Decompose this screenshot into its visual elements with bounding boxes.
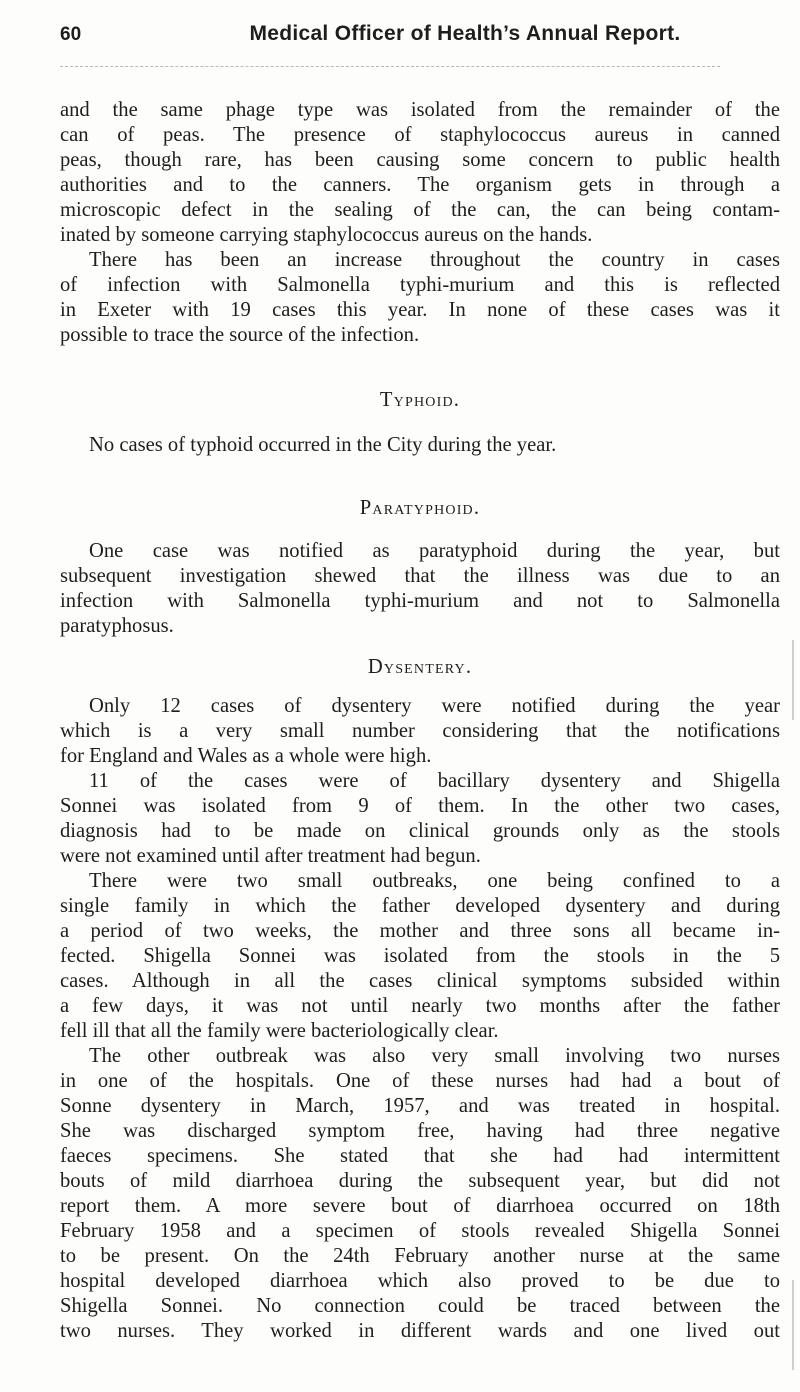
text-line: fell ill that all the family were bacteriologically clear.	[60, 1020, 499, 1042]
text-line: hospital developed diarrhoea which also proved to be due to	[60, 1270, 780, 1292]
text-line: peas, though rare, has been causing some concern to public health	[60, 149, 780, 171]
text-line: She was discharged symptom free, having had three negative	[60, 1120, 780, 1142]
page-edge-shadow	[792, 640, 794, 720]
page-header	[60, 22, 790, 52]
text-line: The other outbreak was also very small involving two nurses	[89, 1045, 780, 1067]
section-heading-paratyphoid: Paratyphoid.	[359, 497, 481, 519]
header-rule	[60, 66, 720, 67]
section-heading-dysentery: Dysentery.	[367, 656, 473, 678]
body-text	[60, 98, 780, 1344]
text-line: a period of two weeks, the mother and three sons all became in-	[60, 920, 780, 942]
text-line: report them. A more severe bout of diarrhoea occurred on 18th	[60, 1195, 780, 1217]
text-line: Only 12 cases of dysentery were notified during the year	[89, 695, 780, 717]
text-line: Shigella Sonnei. No connection could be traced between the	[60, 1295, 780, 1317]
text-line: Sonne dysentery in March, 1957, and was treated in hospital.	[60, 1095, 780, 1117]
text-line: diagnosis had to be made on clinical grounds only as the stools	[60, 820, 780, 842]
dysentery-paragraph-2	[60, 769, 780, 869]
text-line: of infection with Salmonella typhi-murium and this is reflected	[60, 274, 780, 296]
text-line: subsequent investigation shewed that the illness was due to an	[60, 565, 780, 587]
text-line: faeces specimens. She stated that she had had intermittent	[60, 1145, 780, 1167]
typhoid-paragraph	[60, 433, 780, 458]
text-line: two nurses. They worked in different wards and one lived out	[60, 1320, 780, 1342]
text-line: Sonnei was isolated from 9 of them. In the other two cases,	[60, 795, 780, 817]
text-line: No cases of typhoid occurred in the City during the year.	[89, 434, 557, 456]
text-line: February 1958 and a specimen of stools revealed Shigella Sonnei	[60, 1220, 780, 1242]
page-number: 60	[60, 24, 82, 45]
text-line: paratyphosus.	[60, 615, 174, 637]
text-line: infection with Salmonella typhi-murium and not to Salmonella	[60, 590, 780, 612]
text-line: for England and Wales as a whole were high.	[60, 745, 432, 767]
dysentery-paragraph-1	[60, 694, 780, 769]
text-line: cases. Although in all the cases clinical symptoms subsided within	[60, 970, 780, 992]
section-heading-typhoid: Typhoid.	[379, 389, 461, 411]
dysentery-paragraph-3	[60, 869, 780, 1044]
text-line: can of peas. The presence of staphylococcus aureus in canned	[60, 124, 780, 146]
text-line: to be present. On the 24th February another nurse at the same	[60, 1245, 780, 1267]
text-line: and the same phage type was isolated from the remainder of the	[60, 99, 780, 121]
text-line: There were two small outbreaks, one being confined to a	[89, 870, 780, 892]
text-line: which is a very small number considering that the notifications	[60, 720, 780, 742]
text-line: microscopic defect in the sealing of the can, the can being contam-	[60, 199, 780, 221]
text-line: There has been an increase throughout the country in cases	[89, 249, 780, 271]
text-line: bouts of mild diarrhoea during the subsequent year, but did not	[60, 1170, 780, 1192]
paratyphoid-paragraph	[60, 539, 780, 639]
text-line: in Exeter with 19 cases this year. In none of these cases was it	[60, 299, 780, 321]
page-edge-shadow	[792, 1280, 794, 1370]
text-line: single family in which the father developed dysentery and during	[60, 895, 780, 917]
dysentery-paragraph-4	[60, 1044, 780, 1344]
intro-paragraph-2	[60, 248, 780, 348]
text-line: One case was notified as paratyphoid during the year, but	[89, 540, 780, 562]
text-line: a few days, it was not until nearly two months after the father	[60, 995, 780, 1017]
text-line: in one of the hospitals. One of these nurses had had a bout of	[60, 1070, 780, 1092]
text-line: possible to trace the source of the infection.	[60, 324, 420, 346]
text-line: inated by someone carrying staphylococcus aureus on the hands.	[60, 224, 593, 246]
text-line: were not examined until after treatment had begun.	[60, 845, 481, 867]
running-title: Medical Officer of Health’s Annual Report.	[249, 22, 681, 45]
text-line: 11 of the cases were of bacillary dysentery and Shigella	[89, 770, 780, 792]
text-line: fected. Shigella Sonnei was isolated from the stools in the 5	[60, 945, 780, 967]
intro-paragraph-1	[60, 98, 780, 248]
text-line: authorities and to the canners. The organism gets in through a	[60, 174, 780, 196]
